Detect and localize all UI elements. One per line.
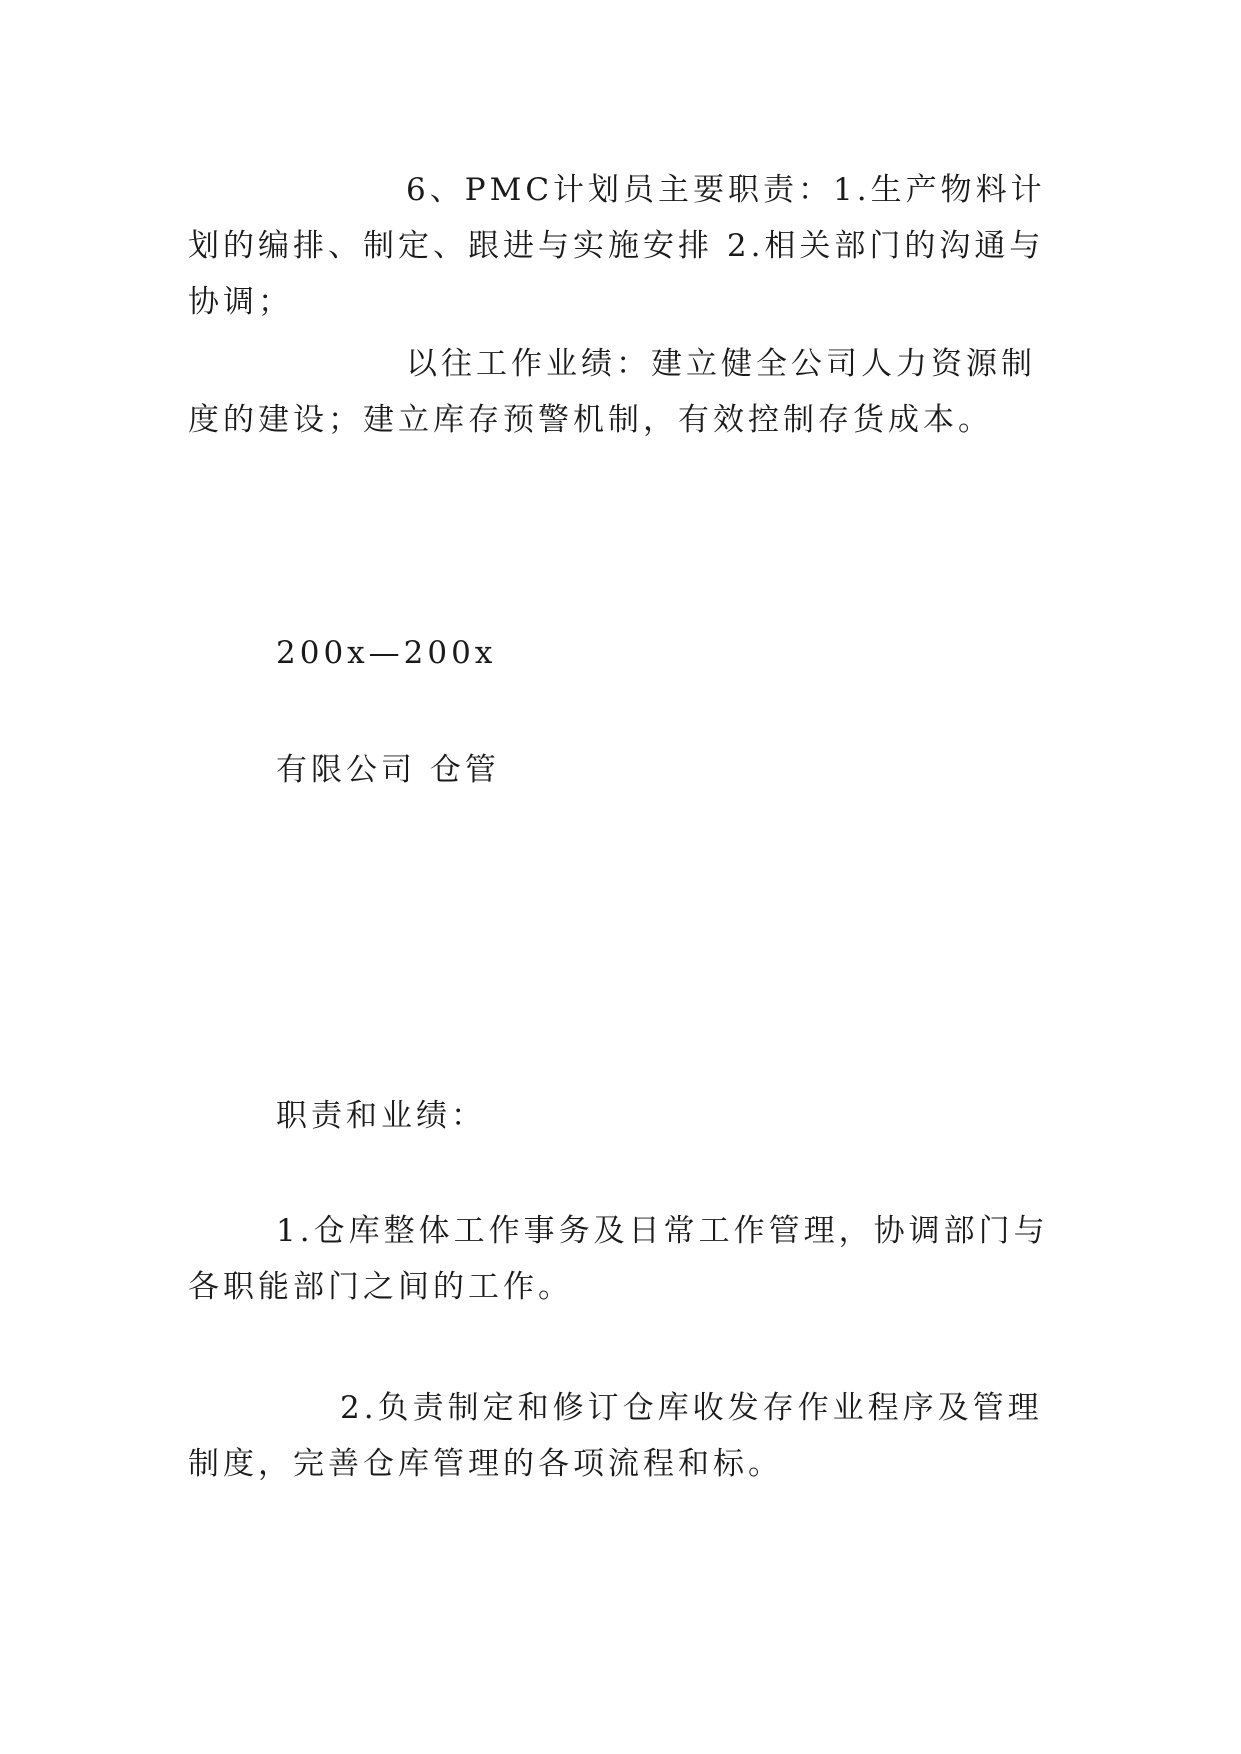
company-position: 有限公司 仓管: [276, 752, 500, 788]
past-achievements-paragraph: 以往工作业绩：建立健全公司人力资源制度的建设；建立库存预警机制，有效控制存货成本。: [188, 346, 1036, 438]
pmc-duties-paragraph: 6、PMC计划员主要职责：1.生产物料计划的编排、制定、跟进与实施安排 2.相关部门的沟通与协调；: [188, 172, 1046, 320]
duty-2-paragraph: 2.负责制定和修订仓库收发存作业程序及管理制度，完善仓库管理的各项流程和标。: [188, 1390, 1043, 1482]
duty-1-paragraph: 1.仓库整体工作事务及日常工作管理，协调部门与各职能部门之间的工作。: [188, 1213, 1049, 1305]
duties-heading: 职责和业绩：: [276, 1098, 486, 1134]
date-range: 200x—200x: [276, 635, 497, 671]
